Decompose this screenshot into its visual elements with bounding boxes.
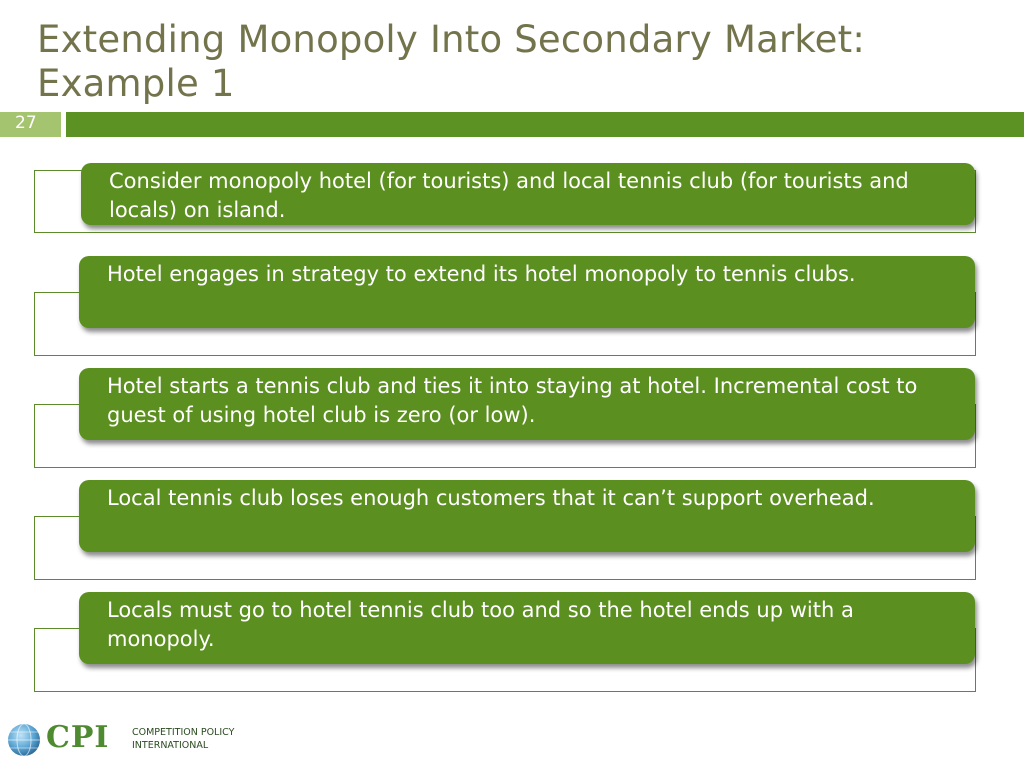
item-text-box bbox=[79, 256, 975, 328]
logo-acronym: CPI bbox=[46, 720, 110, 755]
item-text: Hotel starts a tennis club and ties it into staying at hotel. Incremental cost to guest of using hotel club is zero (or low). bbox=[107, 374, 918, 427]
list-item bbox=[34, 163, 976, 233]
list-item bbox=[34, 592, 976, 692]
item-text: Local tennis club loses enough customers that it can’t support overhead. bbox=[107, 486, 875, 510]
slide-number: 27 bbox=[15, 113, 37, 133]
item-text-box bbox=[79, 368, 975, 440]
item-text-box bbox=[79, 592, 975, 664]
list-item bbox=[34, 480, 976, 580]
slide-title-line-1: Extending Monopoly Into Secondary Market: bbox=[37, 18, 865, 61]
slide-number-bar bbox=[0, 112, 61, 137]
logo-line-2: INTERNATIONAL bbox=[132, 740, 209, 751]
slide-title-line-2: Example 1 bbox=[37, 62, 235, 105]
item-text: Consider monopoly hotel (for tourists) and local tennis club (for tourists and locals) on island. bbox=[109, 169, 909, 222]
item-text: Hotel engages in strategy to extend its hotel monopoly to tennis clubs. bbox=[107, 262, 856, 286]
item-text: Locals must go to hotel tennis club too and so the hotel ends up with a monopoly. bbox=[107, 598, 854, 651]
logo-line-1: COMPETITION POLICY bbox=[132, 727, 235, 738]
list-item bbox=[34, 256, 976, 356]
slide-title bbox=[37, 18, 997, 106]
list-item bbox=[34, 368, 976, 468]
item-text-box bbox=[79, 480, 975, 552]
globe-icon bbox=[7, 718, 43, 762]
logo-name bbox=[132, 726, 252, 752]
title-divider-bar bbox=[66, 112, 1024, 137]
item-text-box bbox=[81, 163, 975, 225]
